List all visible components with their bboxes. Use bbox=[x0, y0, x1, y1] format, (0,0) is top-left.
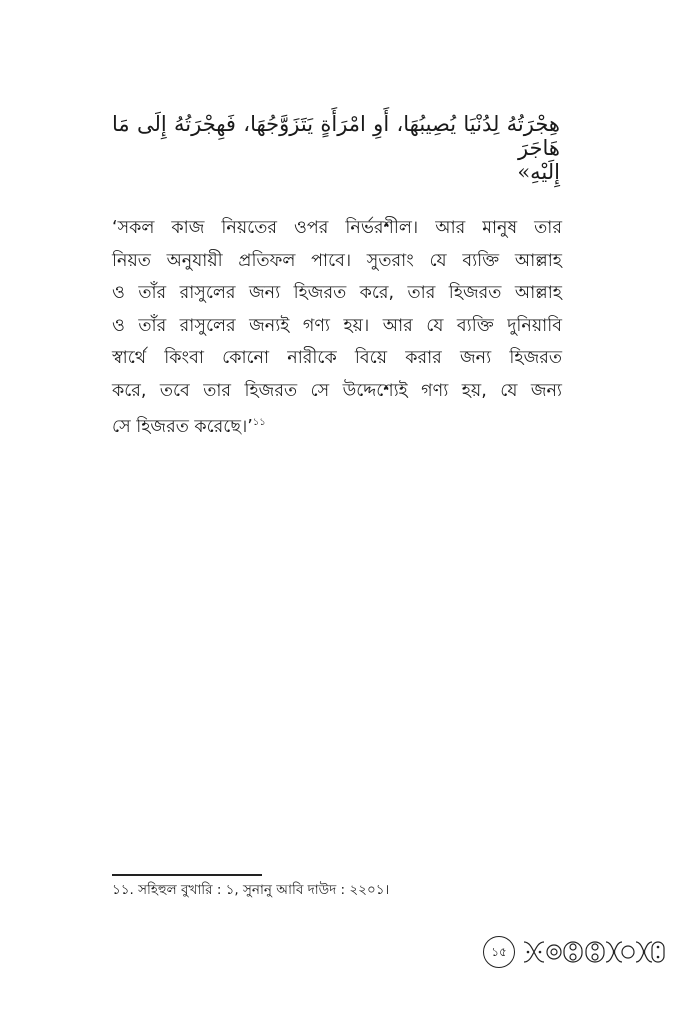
translation-line: স্বার্থে কিংবা কোনো নারীকে বিয়ে করার জন্য হিজরত bbox=[112, 348, 562, 368]
arabic-hadith-line-2: إِلَيْهِ» bbox=[517, 160, 560, 184]
translation-line: নিয়ত অনুযায়ী প্রতিফল পাবে। সুতরাং যে ব্যক্তি আল্লাহ bbox=[112, 250, 562, 271]
decorative-ornament-icon bbox=[520, 936, 665, 968]
footnote-reference: ১১ bbox=[252, 417, 266, 428]
translation-line: ‘সকল কাজ নিয়তের ওপর নির্ভরশীল। আর মানুষ তার bbox=[112, 218, 562, 238]
translation-line: ও তাঁর রাসুলের জন্য হিজরত করে, তার হিজরত আল্লাহ bbox=[112, 283, 562, 303]
translation-line: ও তাঁর রাসুলের জন্যই গণ্য হয়। আর যে ব্যক্তি দুনিয়াবি bbox=[112, 315, 562, 336]
translation-line-text: সে হিজরত করেছে।’ bbox=[112, 416, 253, 437]
translation-line: করে, তবে তার হিজরত সে উদ্দেশ্যেই গণ্য হয়, যে জন্য bbox=[112, 380, 562, 401]
translation-line-last bbox=[112, 407, 562, 440]
footnote: ১১. সহিহুল বুখারি : ১, সুনানু আবি দাউদ : ২২০১। bbox=[112, 882, 390, 898]
bengali-translation bbox=[112, 212, 562, 440]
arabic-hadith-line-1: هِجْرَتُهُ لِدُنْيَا يُصِيبُهَا، أَوِ امْرَأَةٍ يَتَزَوَّجُهَا، فَهِجْرَتُهُ إِلَى مَا هَاجَرَ bbox=[112, 112, 560, 160]
footnote-divider bbox=[112, 874, 262, 876]
page-number: ১৫ bbox=[483, 936, 515, 968]
